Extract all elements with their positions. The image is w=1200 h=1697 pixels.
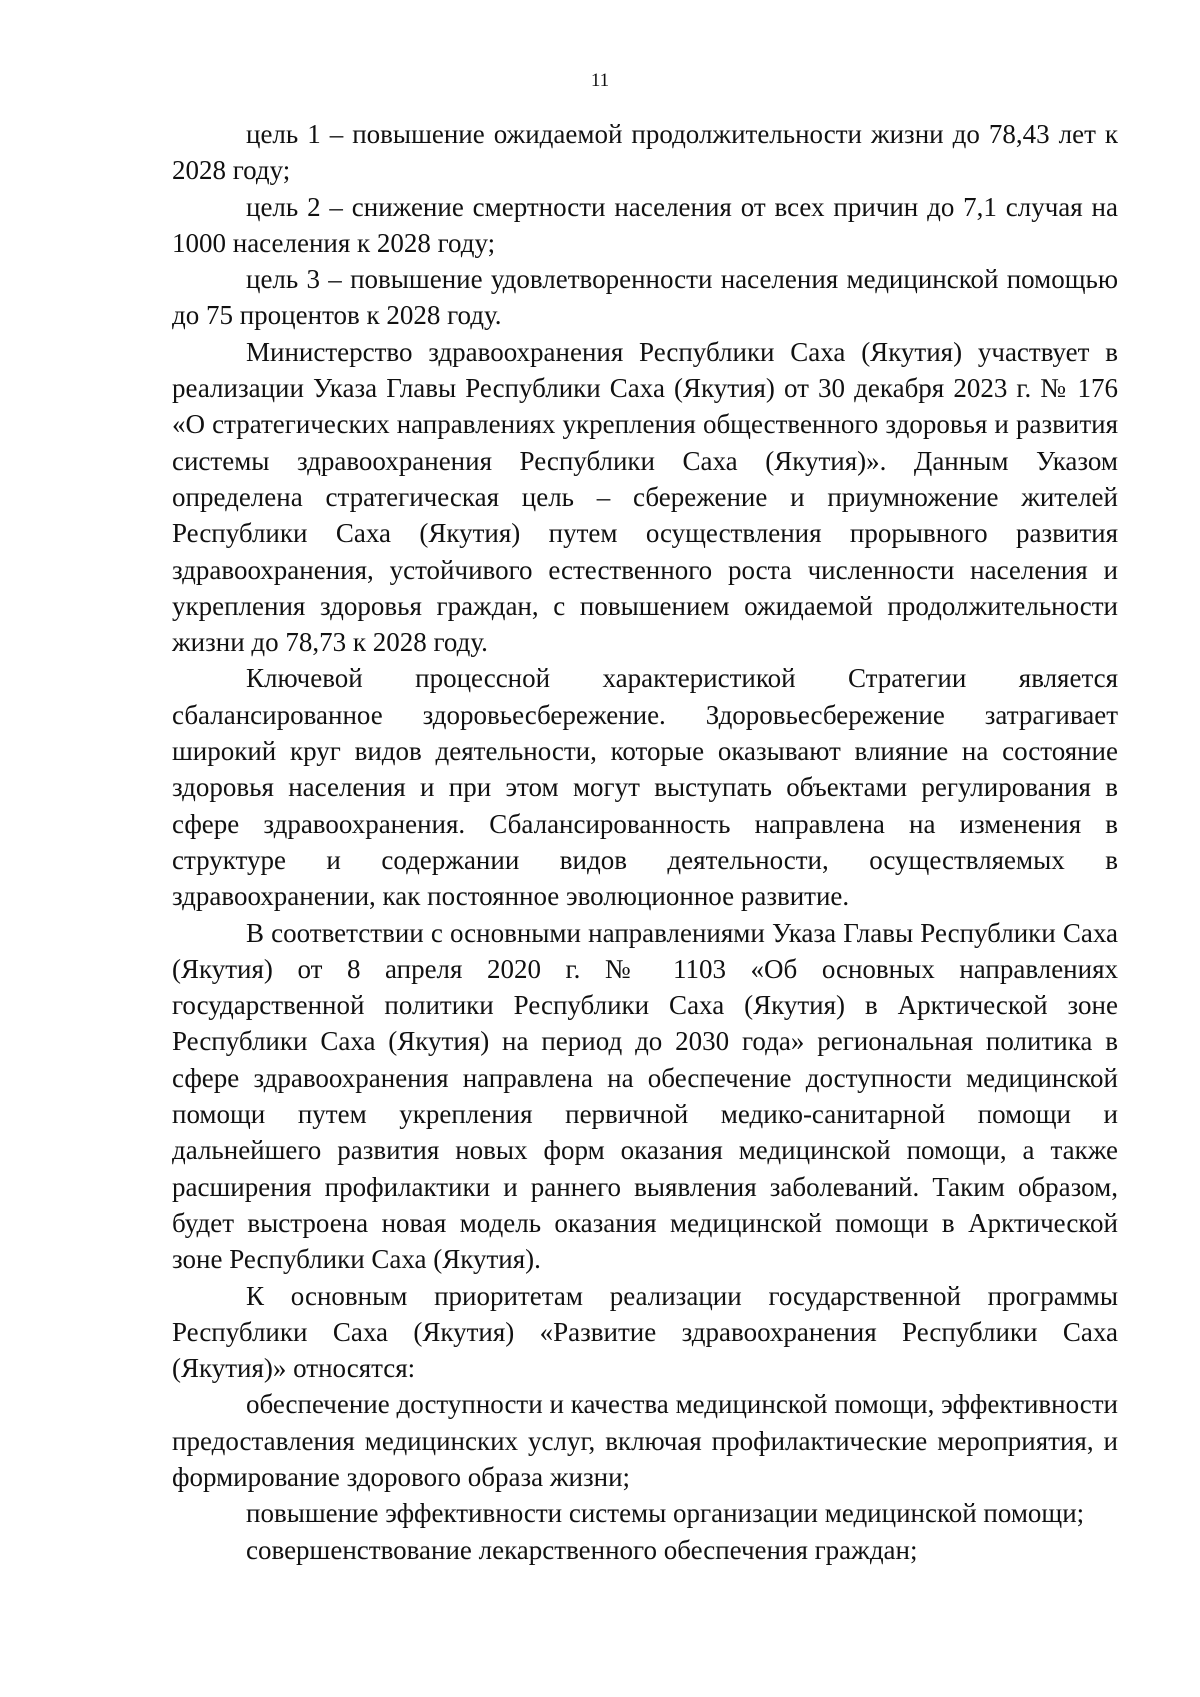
paragraph-priority-accessibility: обеспечение доступности и качества медицинской помощи, эффективности предоставления медицинских услуг, включая профилактические мероприятия, и формирование здорового образа жизни; [172, 1389, 1118, 1492]
paragraph-goal-2: цель 2 – снижение смертности населения от всех причин до 7,1 случая на 1000 населения к 2028 году; [172, 191, 1118, 258]
document-body [172, 116, 1118, 1568]
paragraph-ministry-decree: Министерство здравоохранения Республики Саха (Якутия) участвует в реализации Указа Главы Республики Саха (Якутия) от 30 декабря 2023 г. № 176 «О стратегических направлениях укрепления общественного здоровья и развития системы здравоохранения Республики Саха (Якутия)». Данным Указом определена стратегическая цель – сбережение и приумножение жителей Республики Саха (Якутия) путем осуществления прорывного развития здравоохранения, устойчивого естественного роста численности населения и укрепления здоровья граждан, с повышением ожидаемой продолжительности жизни до 78,73 к 2028 году. [172, 336, 1118, 658]
paragraph-strategy-characteristic: Ключевой процессной характеристикой Стратегии является сбалансированное здоровьесбережение. Здоровьесбережение затрагивает широкий круг видов деятельности, которые оказывают влияние на состояние здоровья населения и при этом могут выступать объектами регулирования в сфере здравоохранения. Сбалансированность направлена на изменения в структуре и содержании видов деятельности, осуществляемых в здравоохранении, как постоянное эволюционное развитие. [172, 663, 1118, 912]
paragraph-priority-medicine-supply: совершенствование лекарственного обеспечения граждан; [246, 1534, 918, 1565]
paragraph-priorities-intro: К основным приоритетам реализации государственной программы Республики Саха (Якутия) «Развитие здравоохранения Республики Саха (Якутия)» относятся: [172, 1280, 1118, 1384]
paragraph-arctic-policy: В соответствии с основными направлениями Указа Главы Республики Саха (Якутия) от 8 апреля 2020 г. № 1103 «Об основных направлениях государственной политики Республики Саха (Якутия) в Арктической зоне Республики Саха (Якутия) на период до 2030 года» региональная политика в сфере здравоохранения направлена на обеспечение доступности медицинской помощи путем укрепления первичной медико-санитарной помощи и дальнейшего развития новых форм оказания медицинской помощи, а также расширения профилактики и раннего выявления заболеваний. Таким образом, будет выстроена новая модель оказания медицинской помощи в Арктической зоне Республики Саха (Якутия). [172, 917, 1118, 1275]
page-number: 11 [590, 70, 610, 91]
paragraph-priority-efficiency: повышение эффективности системы организации медицинской помощи; [246, 1498, 1085, 1529]
paragraph-goal-3: цель 3 – повышение удовлетворенности населения медицинской помощью до 75 процентов к 2028 году. [172, 264, 1118, 331]
paragraph-goal-1: цель 1 – повышение ожидаемой продолжительности жизни до 78,43 лет к 2028 году; [172, 119, 1118, 186]
